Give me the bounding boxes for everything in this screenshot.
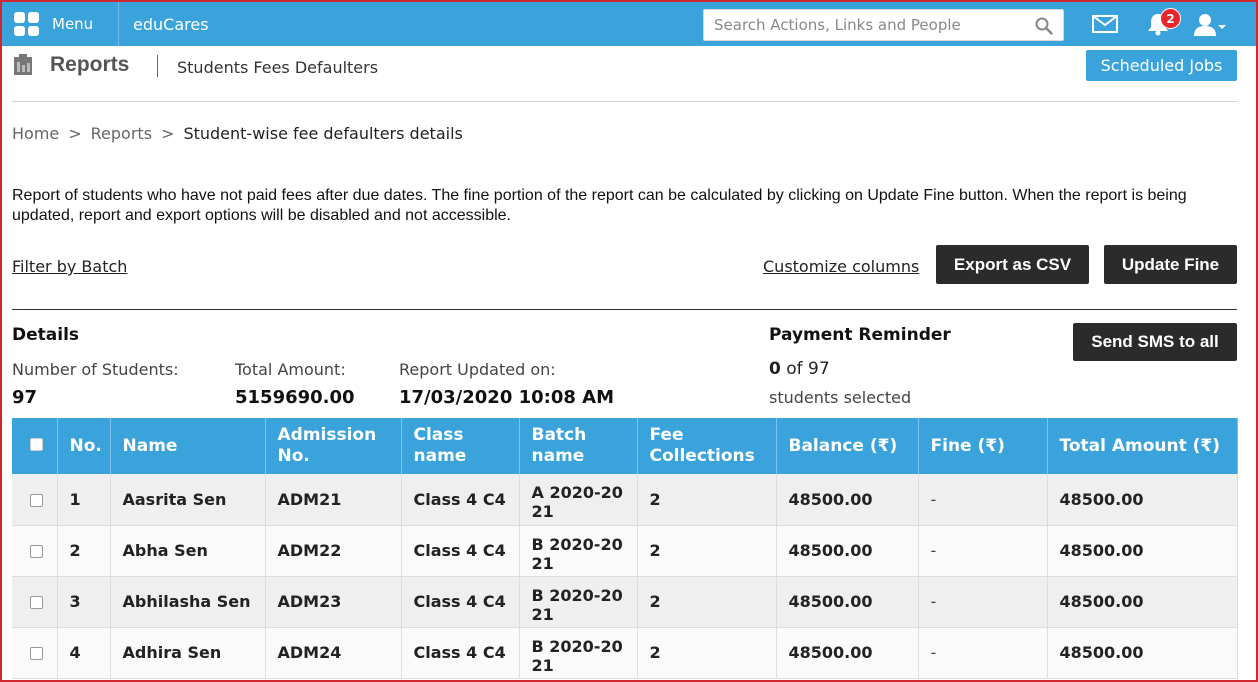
cell-fine: - [918,525,1047,576]
column-header[interactable]: Fee Collections [637,418,776,474]
column-header[interactable]: Admission No. [265,418,401,474]
cell-batch: A 2020-2021 [519,474,637,525]
selected-count [769,359,830,379]
update-fine-button[interactable]: Update Fine [1104,245,1237,284]
breadcrumb-separator: > [161,124,175,143]
cell-name: Adhira Sen [110,627,265,678]
cell-fine: - [918,576,1047,627]
cell-class: Class 4 C4 [401,627,519,678]
header-divider [12,101,1237,102]
menu-divider [118,2,119,46]
search-box [703,9,1064,41]
app-name-link[interactable]: eduCares [133,15,209,34]
menu-button[interactable] [14,2,120,46]
cell-total: 48500.00 [1047,525,1237,576]
table-row [12,525,1237,576]
row-select-cell [12,525,57,576]
cell-no: 3 [57,576,110,627]
row-checkbox[interactable] [30,596,43,609]
selected-number: 0 [769,359,781,379]
report-updated-value: 17/03/2020 10:08 AM [399,387,615,408]
cell-fine: - [918,474,1047,525]
mail-icon[interactable] [1092,15,1118,33]
row-checkbox[interactable] [30,545,43,558]
row-select-cell [12,627,57,678]
menu-label: Menu [52,15,94,33]
cell-name: Abhilasha Sen [110,576,265,627]
breadcrumb-current: Student-wise fee defaulters details [183,124,463,143]
table-row [12,576,1237,627]
cell-no: 4 [57,627,110,678]
total-amount-value: 5159690.00 [235,387,355,408]
cell-admission: ADM24 [265,627,401,678]
cell-class: Class 4 C4 [401,474,519,525]
cell-no: 2 [57,525,110,576]
cell-total: 48500.00 [1047,474,1237,525]
clipboard-icon [13,54,33,76]
column-header[interactable]: Batch name [519,418,637,474]
scheduled-jobs-button[interactable]: Scheduled Jobs [1086,50,1237,81]
students-selected-text: students selected [769,388,912,407]
export-csv-button[interactable]: Export as CSV [936,245,1089,284]
column-header[interactable]: Balance (₹) [776,418,918,474]
column-header[interactable]: Name [110,418,265,474]
row-select-cell [12,474,57,525]
notification-badge: 2 [1160,8,1181,29]
cell-balance: 48500.00 [776,525,918,576]
selected-total: of 97 [786,359,830,379]
cell-name: Abha Sen [110,525,265,576]
filter-by-batch-link[interactable]: Filter by Batch [12,257,128,276]
page-subtitle: Students Fees Defaulters [177,58,379,77]
user-icon[interactable] [1194,13,1228,37]
row-select-cell [12,576,57,627]
cell-fine: - [918,627,1047,678]
column-header[interactable]: Fine (₹) [918,418,1047,474]
cell-collections: 2 [637,525,776,576]
title-divider [157,55,158,77]
payment-reminder-heading: Payment Reminder [769,325,951,345]
cell-admission: ADM21 [265,474,401,525]
cell-batch: B 2020-2021 [519,525,637,576]
page-title: Reports [50,53,130,76]
details-heading: Details [12,325,80,345]
defaulters-table [12,418,1238,679]
table-row [12,627,1237,678]
cell-collections: 2 [637,474,776,525]
cell-admission: ADM23 [265,576,401,627]
cell-total: 48500.00 [1047,576,1237,627]
breadcrumb [12,124,463,143]
cell-balance: 48500.00 [776,627,918,678]
total-amount-label: Total Amount: [235,360,346,379]
cell-total: 48500.00 [1047,627,1237,678]
cell-collections: 2 [637,576,776,627]
students-count-value: 97 [12,387,38,408]
search-input[interactable] [704,10,1024,40]
select-all-checkbox[interactable] [30,438,43,451]
table-header-row [12,418,1237,474]
report-description: Report of students who have not paid fees after due dates. The fine portion of the report can be calculated by clicking on Update Fine button. When the report is being updated, report and export options will be disabled and not accessible. [12,187,1187,224]
cell-collections: 2 [637,627,776,678]
cell-admission: ADM22 [265,525,401,576]
row-checkbox[interactable] [30,647,43,660]
students-count-label: Number of Students: [12,360,179,379]
grid-menu-icon [14,12,38,36]
column-header[interactable]: No. [57,418,110,474]
table-row [12,474,1237,525]
select-all-cell [12,418,57,474]
customize-columns-link[interactable]: Customize columns [763,257,920,276]
cell-balance: 48500.00 [776,474,918,525]
breadcrumb-reports[interactable]: Reports [90,124,153,143]
report-updated-label: Report Updated on: [399,360,556,379]
cell-class: Class 4 C4 [401,576,519,627]
cell-balance: 48500.00 [776,576,918,627]
top-navbar [2,2,1256,46]
cell-batch: B 2020-2021 [519,627,637,678]
cell-class: Class 4 C4 [401,525,519,576]
cell-name: Aasrita Sen [110,474,265,525]
breadcrumb-separator: > [68,124,82,143]
send-sms-button[interactable]: Send SMS to all [1073,323,1237,361]
section-divider [12,309,1237,310]
row-checkbox[interactable] [30,494,43,507]
cell-no: 1 [57,474,110,525]
breadcrumb-home[interactable]: Home [12,124,60,143]
column-header[interactable]: Class name [401,418,519,474]
cell-batch: B 2020-2021 [519,576,637,627]
column-header[interactable]: Total Amount (₹) [1047,418,1237,474]
search-icon[interactable] [1035,17,1053,35]
